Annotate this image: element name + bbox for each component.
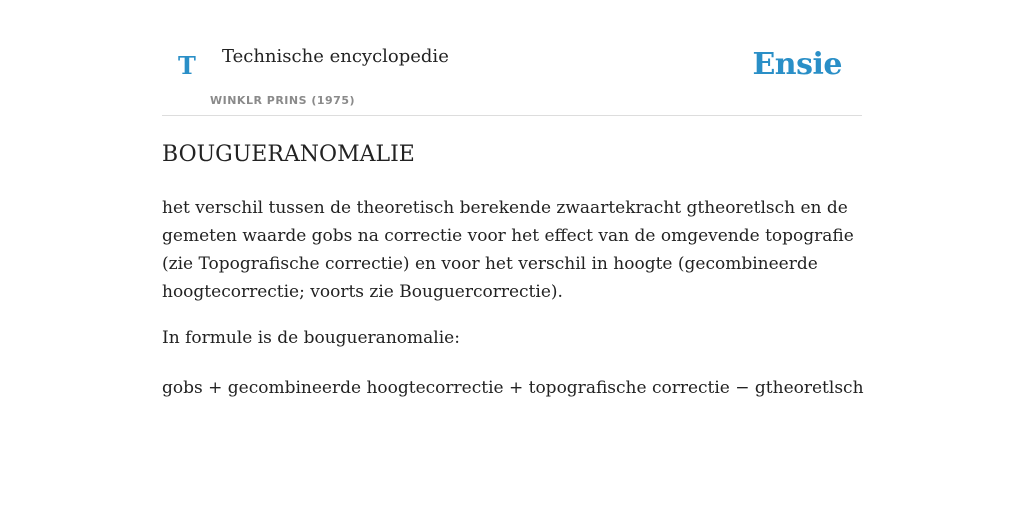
page-container <box>162 0 862 512</box>
article-paragraph: het verschil tussen de theoretisch berekende zwaartekracht gtheoretlsch en de gemeten waarde gobs na correctie voor het effect van de omgevende topografie (zie Topografische correctie) en voor het verschil in hoogte (gecombineerde hoogtecorrectie; voorts zie Bouguercorrectie). <box>162 198 854 302</box>
encyclopedia-logo-icon[interactable]: T <box>178 51 196 80</box>
formula: gobs + gecombineerde hoogtecorrectie + topografische correctie − gtheoretlsch <box>162 378 864 398</box>
source-label: WINKLR PRINS (1975) <box>210 94 356 107</box>
encyclopedia-title-link[interactable]: Technische encyclopedie <box>222 46 449 67</box>
article <box>162 138 862 402</box>
ensie-logo-link[interactable]: Ensie <box>752 47 842 82</box>
header <box>162 0 862 116</box>
article-title: BOUGUERANOMALIE <box>162 142 415 167</box>
article-paragraph: In formule is de bougueranomalie: <box>162 328 460 348</box>
